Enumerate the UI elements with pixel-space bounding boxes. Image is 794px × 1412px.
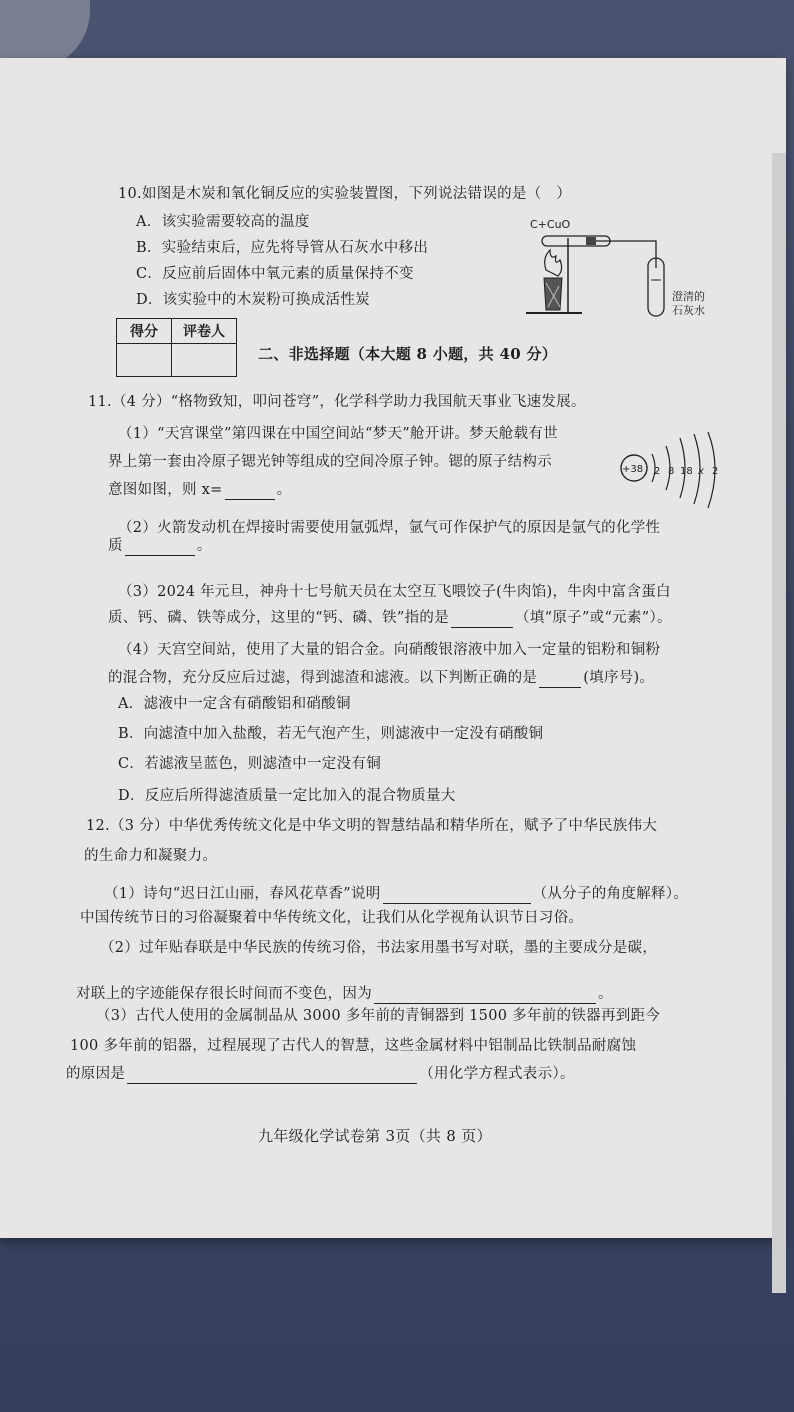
- score-cell[interactable]: [117, 344, 172, 377]
- q10-option-b: B．实验结束后，应先将导管从石灰水中移出: [136, 240, 429, 256]
- q11-part2-line2: [108, 536, 212, 556]
- section-2-title: 二、非选择题（本大题 8 小题，共 40 分）: [258, 345, 558, 363]
- apparatus-figure: [520, 208, 720, 326]
- shell-1: 2: [654, 466, 661, 477]
- shell-5: 2: [712, 466, 719, 477]
- q12-part1-line1: [104, 884, 688, 904]
- q12-part3-line3: [66, 1064, 575, 1084]
- q11-part3-suffix: （填“原子”或“元素”）。: [515, 610, 672, 626]
- limewater-label-2: 石灰水: [672, 304, 705, 317]
- page-edge: [772, 153, 786, 1293]
- q10-option-c: C．反应前后固体中氧元素的质量保持不变: [136, 266, 414, 282]
- q11-stem: 11.（4 分）“格物致知，叩问苍穹”，化学科学助力我国航天事业飞速发展。: [88, 394, 586, 410]
- q11-part1-prefix: 意图如图，则 x=: [108, 482, 223, 498]
- reagent-label: C+CuO: [530, 218, 571, 231]
- q12-part2-line2: [76, 984, 613, 1004]
- q11-part3-blank[interactable]: [451, 612, 513, 628]
- q11-part1-line3: [108, 480, 291, 500]
- q11-part4-blank[interactable]: [539, 672, 581, 688]
- q11-x-blank[interactable]: [225, 484, 275, 500]
- q12-part3-suffix: （用化学方程式表示）。: [419, 1066, 575, 1082]
- q10-option-a: A．该实验需要较高的温度: [136, 214, 310, 230]
- atom-structure-diagram: [616, 430, 726, 510]
- q11-option-c: C．若滤液呈蓝色，则滤渣中一定没有铜: [118, 756, 381, 772]
- shell-3: 18: [680, 466, 693, 477]
- q11-option-b: B．向滤渣中加入盐酸，若无气泡产生，则滤液中一定没有硝酸铜: [118, 726, 544, 742]
- q12-part2-suffix: 。: [598, 986, 613, 1002]
- shell-4: x: [698, 466, 704, 477]
- q11-part2-line1: （2）火箭发动机在焊接时需要使用氩弧焊，氩气可作保护气的原因是氩气的化学性: [118, 520, 661, 536]
- q12-part2-line1: （2）过年贴春联是中华民族的传统习俗，书法家用墨书写对联，墨的主要成分是碳，: [100, 940, 658, 956]
- q12-part1-blank[interactable]: [383, 888, 531, 904]
- q11-part2-blank[interactable]: [125, 540, 195, 556]
- q12-part1-line2: 中国传统节日的习俗凝聚着中华传统文化，让我们从化学视角认识节日习俗。: [80, 910, 584, 926]
- score-header: 得分: [117, 319, 172, 344]
- q10-option-d: D．该实验中的木炭粉可换成活性炭: [136, 292, 370, 308]
- q11-part2-prefix: 质: [108, 538, 123, 554]
- nucleus-charge: +38: [622, 464, 644, 475]
- q11-option-d: D．反应后所得滤渣质量一定比加入的混合物质量大: [118, 788, 456, 804]
- q11-part3-line2: [108, 608, 672, 628]
- q11-part1-line1: （1）“天宫课堂”第四课在中国空间站“梦天”舱开讲。梦天舱载有世: [118, 426, 558, 442]
- q11-part4-suffix: (填序号)。: [583, 670, 655, 686]
- q11-part4-line1: （4）天宫空间站，使用了大量的铝合金。向硝酸银溶液中加入一定量的铝粉和铜粉: [118, 642, 661, 658]
- q10-stem: 10.如图是木炭和氧化铜反应的实验装置图，下列说法错误的是（ ）: [118, 186, 572, 202]
- q12-part3-line1: （3）古代人使用的金属制品从 3000 多年前的青铜器到 1500 多年前的铁器再到距今: [96, 1008, 661, 1024]
- q11-part3-line1: （3）2024 年元旦，神舟十七号航天员在太空互飞喂饺子(牛肉馅)，牛肉中富含蛋白: [118, 584, 671, 600]
- grader-cell[interactable]: [172, 344, 237, 377]
- q11-option-a: A．滤液中一定含有硝酸铝和硝酸铜: [118, 696, 351, 712]
- grader-header: 评卷人: [172, 319, 237, 344]
- page-footer: 九年级化学试卷第 3页（共 8 页）: [258, 1127, 492, 1145]
- q12-part2-blank[interactable]: [374, 988, 596, 1004]
- q11-part1-line2: 界上第一套由冷原子锶光钟等组成的空间冷原子钟。锶的原子结构示: [108, 454, 552, 470]
- q12-part3-prefix: 的原因是: [66, 1066, 126, 1082]
- q12-part1-prefix: （1）诗句“迟日江山丽，春风花草香”说明: [104, 886, 381, 902]
- q11-part3-prefix: 质、钙、磷、铁等成分，这里的“钙、磷、铁”指的是: [108, 610, 450, 626]
- limewater-label-1: 澄清的: [672, 290, 705, 303]
- q12-part3-line2: 100 多年前的铝器，过程展现了古代人的智慧，这些金属材料中铝制品比铁制品耐腐蚀: [70, 1038, 637, 1054]
- q12-stem-line2: 的生命力和凝聚力。: [84, 848, 218, 864]
- q11-part4-line2: [108, 668, 654, 688]
- shell-2: 8: [668, 466, 675, 477]
- q11-part4-prefix: 的混合物，充分反应后过滤，得到滤渣和滤液。以下判断正确的是: [108, 670, 538, 686]
- q12-part2-prefix: 对联上的字迹能保存很长时间而不变色，因为: [76, 986, 372, 1002]
- q12-part1-suffix: （从分子的角度解释）。: [532, 886, 689, 902]
- score-table: [116, 318, 237, 377]
- q11-part1-suffix: 。: [276, 482, 292, 498]
- q12-part3-blank[interactable]: [127, 1068, 417, 1084]
- q12-stem-line1: 12.（3 分）中华优秀传统文化是中华文明的智慧结晶和精华所在，赋予了中华民族伟大: [86, 818, 658, 834]
- q11-part2-suffix: 。: [196, 538, 212, 554]
